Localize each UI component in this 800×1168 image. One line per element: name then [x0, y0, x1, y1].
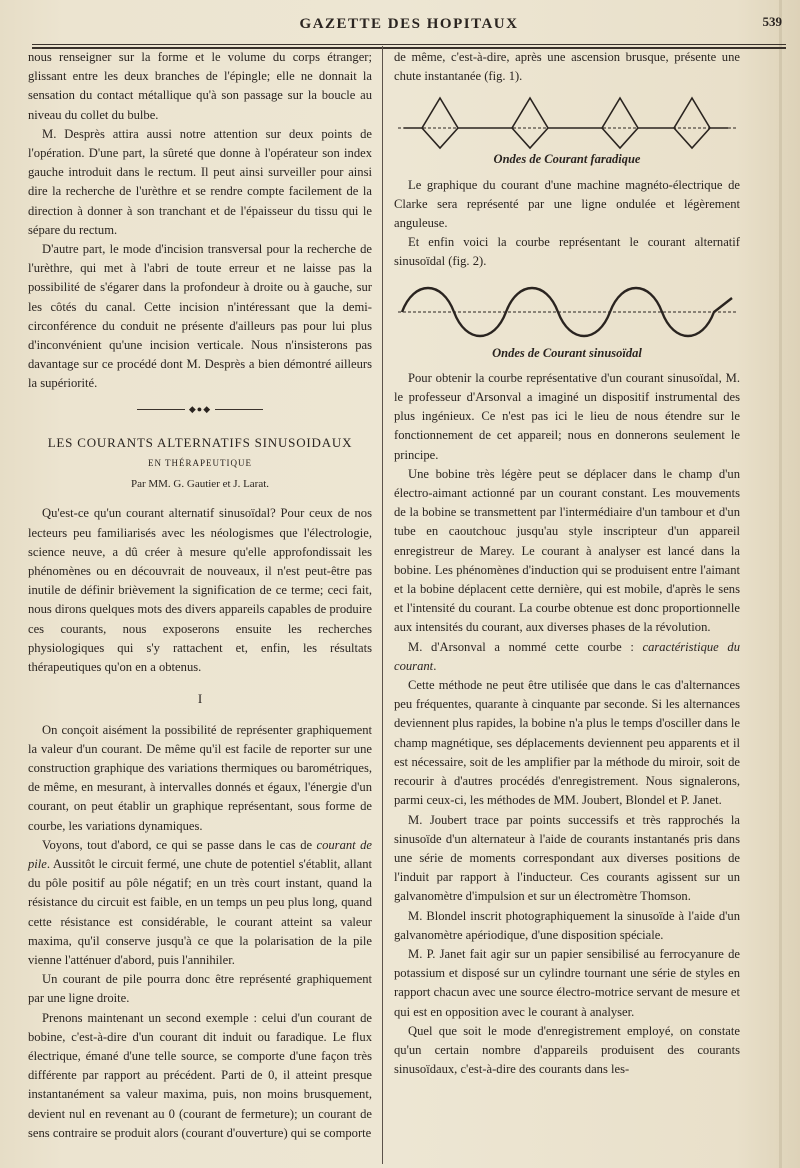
paragraph: Et enfin voici la courbe représentant le courant alternatif sinusoïdal (fig. 2). — [394, 235, 740, 269]
faradic-wave — [404, 98, 728, 148]
figure-sinusoidal-waves — [394, 276, 740, 363]
faradic-wave-e — [674, 98, 710, 128]
article-title: LES COURANTS ALTERNATIFS SINUSOIDAUX — [47, 434, 353, 450]
faradic-wave-c — [512, 98, 548, 128]
section-ornament: ◆●◆ — [28, 400, 372, 419]
figure-faradic-waves — [394, 90, 740, 169]
paragraph: M. Desprès attira aussi notre attention sur deux points de l'opération. D'une part, la sûreté que donne à l'opérateur son index gauche introduit dans le rectum. Il peut ainsi surveiller pour ainsi dire la recherche de l'urèthre et se rendre compte facilement de la direction à donner à son tranchant et de l'épaisseur du tissu qui le sépare du rectum. — [28, 126, 372, 237]
text-run: . — [433, 658, 437, 673]
paragraph — [394, 638, 740, 676]
page-crease — [779, 0, 782, 1168]
faradic-wave-b — [422, 128, 458, 148]
page-number: 539 — [762, 14, 782, 29]
paragraph: M. Joubert trace par points successifs et très rapprochés la sinusoïde d'un alternateur à l'aide de courants instantanés pris dans une série de moments correspondant aux diverses positions de l'induit par rapport à l'inducteur. Ces courants agissent sur un galvanomètre d'impulsion et sur un électromètre Thomson. — [394, 812, 740, 904]
faradic-wave-diagram — [394, 90, 740, 152]
running-title: GAZETTE DES HOPITAUX — [299, 16, 519, 32]
right-column — [394, 48, 740, 1079]
paragraph: Qu'est-ce qu'un courant alternatif sinusoïdal? Pour ceux de nos lecteurs peu familiarisés avec les néologismes que l'électrologie, science neuve, a dû créer à mesure qu'elle approfondissait les phénomènes ou en découvrait de nouveaux, il n'est peut-être pas inutile de définir brièvement la signification de ce terme; ceci fait, nous dirons quelques mots des divers appareils capables de produire ces courants, nous exposerons ensuite les recherches physiologiques qui s'y rattachent et, enfin, les résultats thérapeutiques qu'on en a obtenus. — [28, 506, 372, 675]
column-divider — [382, 46, 383, 1164]
paragraph: de même, c'est-à-dire, après une ascension brusque, présente une chute instantanée (fig. 1). — [394, 50, 740, 84]
figure-caption: Ondes de Courant faradique — [493, 152, 641, 167]
paragraph: Un courant de pile pourra donc être représenté graphiquement par une ligne droite. — [28, 972, 372, 1006]
paragraph: Le graphique du courant d'une machine magnéto-électrique de Clarke sera représenté par une ligne ondulée et légèrement anguleuse. — [394, 177, 740, 231]
paragraph: Pour obtenir la courbe représentative d'un courant sinusoïdal, M. le professeur d'Arsonval a imaginé un dispositif instrumental des plus ingénieux. Ce n'est pas ici le lieu de nous étendre sur le fonctionnement de cet appareil; nous en donnerons seulement le principe. — [394, 370, 740, 462]
text-run: Voyons, tout d'abord, ce qui se passe dans le cas de — [42, 837, 317, 852]
page-header — [24, 10, 794, 46]
text-run: M. d'Arsonval a nommé cette courbe : — [408, 639, 643, 654]
sinusoidal-wave-diagram — [394, 276, 740, 346]
paragraph: Cette méthode ne peut être utilisée que dans le cas d'alternances peu fréquentes, quarante à cinquante par seconde. Si les alternances deviennent plus rapides, la bobine n'a plus le temps d'osciller dans le champ magnétique, ses déplacements deviennent peu apparents et il est nécessaire, soit de les amplifier par la méthode du miroir, soit de recourir à d'autres procédés d'enregistrement. Nous signalerons, parmi ceux-ci, les méthodes de MM. Joubert, Blondel et P. Janet. — [394, 678, 740, 808]
article-subtitle: EN THÉRAPEUTIQUE — [147, 458, 253, 469]
paragraph — [28, 836, 372, 970]
paragraph: Une bobine très légère peut se déplacer dans le champ d'un électro-aimant actionné par un courant constant. Les mouvements de la bobine se transmettent par l'intermédiaire d'un tambour et d'un tube en caoutchouc jusqu'au style inscripteur d'un appareil enregistreur de Marey. Le courant à analyser est lancé dans la bobine. Les phénomènes d'induction qui se produisent entre l'aimant et la bobine déplacent cette dernière, qui est mobile, d'après le sens et l'intensité du courant. La courbe obtenue est donc proportionnelle aux intensités du courant, aux diverses phases de la révolution. — [394, 466, 740, 635]
paragraph: M. Blondel inscrit photographiquement la sinusoïde à l'aide d'un galvanomètre apériodique, d'une disposition spéciale. — [394, 908, 740, 942]
text-run: . Aussitôt le circuit fermé, une chute de potentiel s'établit, allant du pôle positif au pôle négatif; en un très court instant, quand la résistance du circuit est faible, en un temps un peu plus long, quand cette résistance est considérable, le courant atteint sa valeur maxima, qu'il conserve jusqu'à ce que la polarisation de la pile vienne l'atténuer d'abord, puis l'annihiler. — [28, 856, 372, 967]
faradic-wave-d — [602, 128, 638, 148]
emphasis: courant de pile — [28, 837, 372, 871]
paragraph: On conçoit aisément la possibilité de représenter graphiquement la valeur d'un courant. De même qu'il est facile de reporter sur une construction graphique des variations thermiques ou barométriques, de même, en mesurant, à intervalles donnés et égaux, l'énergie d'un courant, on peut établir un graphique représentant, sous forme de courbe, les variations dynamiques. — [28, 722, 372, 833]
article-authors: Par MM. G. Gautier et J. Larat. — [130, 478, 270, 491]
paragraph: Quel que soit le mode d'enregistrement employé, on constate qu'un certain nombre d'appareils produisent des courants sinusoïdaux, c'est-à-dire des courants dans les- — [394, 1023, 740, 1077]
sine-wave — [402, 288, 732, 336]
paragraph: D'autre part, le mode d'incision transversal pour la recherche de l'urèthre, qui met à l'abri de toute erreur et ne laisse pas la possibilité de s'égarer dans la profondeur à droite ou à gauche, sur les côtés du canal. Cette incision n'intéressant que la demi-circonférence du conduit ne présente d'ailleurs pas pour lui plus d'inconvénient qu'une incision verticale. Nous n'insisterons pas davantage sur ce procédé dont M. Desprès a bien démontré ailleurs la supériorité. — [28, 242, 372, 391]
left-column — [28, 48, 372, 1143]
paragraph: M. P. Janet fait agir sur un papier sensibilisé au ferrocyanure de potassium et disposé sur un cylindre tournant une série de styles en rapport chacun avec une source électro-motrice servant de mesure et qui est en opposition avec le courant à analyser. — [394, 946, 740, 1019]
section-numeral: I — [197, 691, 203, 707]
paragraph: Prenons maintenant un second exemple : celui d'un courant de bobine, c'est-à-dire d'un courant dit induit ou faradique. Le flux électrique, émané d'une telle source, se comporte d'une façon très différente par rapport au précédent. Parti de 0, il atteint presque instantanément sa valeur maxima, puis, non moins brusquement, devient nul en revenant au 0 (courant de fermeture); un courant de sens contraire se produit alors (courant d'ouverture) qui se comporte — [28, 1010, 372, 1140]
paragraph: nous renseigner sur la forme et le volume du corps étranger; glissant entre les deux branches de l'épingle; elle ne donnait la sensation du contact métallique qu'à son passage sur la boucle au niveau du collet du bulbe. — [28, 50, 372, 122]
header-rule — [32, 44, 786, 45]
emphasis: caractéristique du courant — [394, 639, 741, 673]
figure-caption: Ondes de Courant sinusoïdal — [492, 345, 642, 360]
